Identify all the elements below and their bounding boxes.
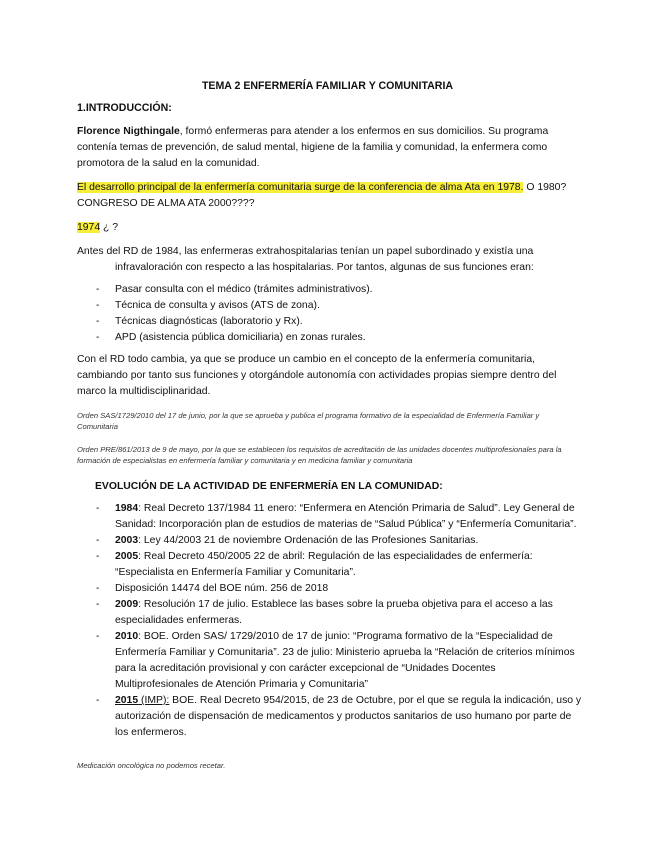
evolution-text: BOE. Real Decreto 954/2015, de 23 de Octubre, por el que se regula la indicación, uso y autorización de dispensación de medicamentos y productos sanitarios de uso humano por parte de los enfermeros. — [115, 695, 582, 738]
year-1974-highlight: 1974 — [77, 222, 101, 233]
rd-1984-line1: Antes del RD de 1984, las enfermeras extrahospitalarias tenían un papel subordinado y existía una — [77, 246, 534, 257]
evolution-year: 2009 — [115, 599, 139, 610]
rd-1984-line2: infravaloración con respecto a las hospitalarias. Por tantos, algunas de sus funciones eran: — [115, 262, 534, 273]
footnote: Medicación oncológica no podemos recetar. — [77, 761, 226, 770]
alma-ata-paragraph — [77, 180, 587, 212]
evolution-text: Disposición 14474 del BOE núm. 256 de 2018 — [115, 583, 329, 594]
evolution-text: : Resolución 17 de julio. Establece las bases sobre la prueba objetiva para el acceso a las especialidades enfermeras. — [115, 599, 553, 626]
evolution-year: 2010 — [115, 631, 139, 642]
rd-change-paragraph: Con el RD todo cambia, ya que se produce un cambio en el concepto de la enfermería comunitaria, cambiando por tanto sus funciones y otorgándole autonomía con actividades propias siempre dentro del marco la multidisciplinaridad. — [77, 354, 557, 397]
intro-text: , formó enfermeras para atender a los enfermos en sus domicilios. Su programa contenía temas de prevención, de salud mental, higiene de la familia y comunidad, la enfermera como promotora de la salud en la comunidad. — [77, 126, 549, 169]
evolution-text: : Real Decreto 137/1984 11 enero: “Enfermera en Atención Primaria de Salud”. Ley General de Sanidad: Incorporación plan de estudios de materias de “Salud Pública” y “Enfermería Comunitaria”. — [115, 503, 577, 530]
evolution-item — [77, 597, 582, 629]
document-title: TEMA 2 ENFERMERÍA FAMILIAR Y COMUNITARIA — [201, 80, 454, 92]
evolution-text: : Real Decreto 450/2005 22 de abril: Regulación de las especialidades de enfermería: “Especialista en Enfermería Familiar y Comunitaria”. — [115, 551, 533, 578]
function-item: - Técnicas diagnósticas (laboratorio y Rx). — [77, 314, 577, 330]
evolution-year: 2015 — [115, 695, 139, 706]
rd-1984-paragraph — [77, 244, 577, 276]
evolution-item — [77, 549, 582, 581]
function-item: - APD (asistencia pública domiciliaria) en zonas rurales. — [77, 330, 577, 346]
intro-paragraph — [77, 124, 577, 172]
evolution-item — [77, 629, 582, 693]
section-heading-introduccion: 1.INTRODUCCIÓN: — [77, 102, 172, 114]
evolution-item — [77, 693, 582, 741]
evolution-year: 2003 — [115, 535, 139, 546]
functions-list — [77, 282, 577, 346]
evolution-text: : BOE. Orden SAS/ 1729/2010 de 17 de junio: “Programa formativo de la “Especialidad de Enfermería Familiar y Comunitaria”. 23 de julio: Ministerio aprueba la “Relación de criterios mínimos para la acreditación provisional y con carácter excepcional de “Unidades Docentes Multiprofesionales de Atención Primaria y Comunitaria” — [115, 631, 575, 690]
order-1: Orden SAS/1729/2010 del 17 de junio, por la que se aprueba y publica el programa formativo de la especialidad de Enfermería Familiar y Comunitaria — [77, 411, 540, 431]
alma-ata-rest: O 1980? CONGRESO DE ALMA ATA 2000???? — [77, 182, 587, 209]
evolution-item — [77, 581, 582, 597]
evolution-item — [77, 501, 582, 533]
section-heading-evolucion: EVOLUCIÓN DE LA ACTIVIDAD DE ENFERMERÍA EN LA COMUNIDAD: — [95, 481, 443, 492]
florence-name: Florence Nigthingale — [77, 126, 180, 137]
evolution-year: 2005 — [115, 551, 139, 562]
evolution-list — [77, 501, 582, 741]
year-1974-rest: ¿ ? — [100, 222, 119, 233]
year-1974-line — [77, 220, 577, 236]
function-item: - Pasar consulta con el médico (trámites administrativos). — [77, 282, 577, 298]
order-2: Orden PRE/861/2013 de 9 de mayo, por la que se establecen los requisitos de acreditación de las unidades docentes multiprofesionales para la formación de especialistas en enfermería familiar y comunitaria y en medicina familiar y comunitaria — [77, 445, 562, 465]
evolution-item — [77, 533, 582, 549]
evolution-text: : Ley 44/2003 21 de noviembre Ordenación de las Profesiones Sanitarias. — [138, 535, 479, 546]
alma-ata-highlight: El desarrollo principal de la enfermería comunitaria surge de la conferencia de alma Ata en 1978. — [77, 182, 524, 193]
function-item: - Técnica de consulta y avisos (ATS de zona). — [77, 298, 577, 314]
evolution-year-suffix: (IMP): — [138, 695, 170, 706]
evolution-year: 1984 — [115, 503, 139, 514]
